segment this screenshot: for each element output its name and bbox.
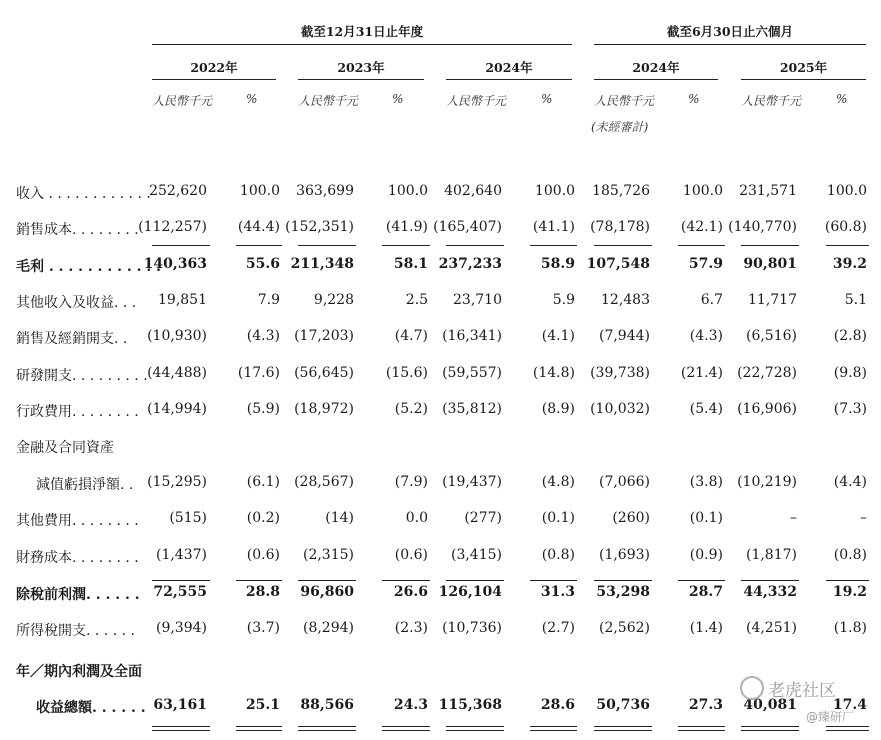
cell-amount: (22,728) xyxy=(737,365,797,381)
cell-percentage: (0.2) xyxy=(246,510,280,526)
cell-amount: 115,368 xyxy=(438,697,502,713)
year-rule xyxy=(152,79,276,80)
subtotal-rule xyxy=(826,580,869,581)
cell-percentage: 28.6 xyxy=(540,697,575,713)
cell-amount: (165,407) xyxy=(433,219,502,235)
cell-percentage: (5.4) xyxy=(689,401,723,417)
subtotal-rule xyxy=(382,245,430,246)
cell-percentage: (6.1) xyxy=(246,474,280,490)
cell-percentage: (41.1) xyxy=(532,219,575,235)
row-label: 銷售及經銷開支. . xyxy=(16,331,128,347)
cell-percentage: 55.6 xyxy=(245,256,280,272)
subtotal-rule xyxy=(446,245,504,246)
cell-percentage: (7.9) xyxy=(394,474,428,490)
cell-amount: (39,738) xyxy=(590,365,650,381)
cell-amount: (515) xyxy=(169,510,207,526)
year-rule xyxy=(298,79,424,80)
cell-percentage: 58.9 xyxy=(540,256,575,272)
row-label: 銷售成本. . . . . . . . xyxy=(16,222,139,238)
subtotal-rule xyxy=(236,580,282,581)
cell-percentage: (5.2) xyxy=(394,401,428,417)
cell-amount: 96,860 xyxy=(300,584,354,600)
cell-amount: (44,488) xyxy=(147,365,207,381)
subtotal-rule xyxy=(236,245,282,246)
cell-amount: 19,851 xyxy=(158,292,207,308)
cell-amount: (3,415) xyxy=(450,547,502,563)
cell-percentage: (1.8) xyxy=(833,620,867,636)
subtotal-rule xyxy=(446,580,504,581)
cell-amount: 23,710 xyxy=(453,292,502,308)
cell-percentage: (0.1) xyxy=(689,510,723,526)
cell-percentage: (4.1) xyxy=(541,328,575,344)
cell-percentage: 25.1 xyxy=(245,697,280,713)
header-group-six-months: 截至6月30日止六個月 xyxy=(666,24,794,39)
unit-label-unaudited: (未經審計) xyxy=(591,120,649,134)
row-label: 除稅前利潤. . . . . . xyxy=(16,587,140,603)
row-label: 財務成本. . . . . . . . xyxy=(16,550,139,566)
cell-percentage: (0.9) xyxy=(689,547,723,563)
subtotal-rule xyxy=(594,580,652,581)
cell-percentage: 19.2 xyxy=(832,584,867,600)
cell-percentage: (9.8) xyxy=(833,365,867,381)
subtotal-rule xyxy=(741,245,799,246)
cell-amount: 44,332 xyxy=(743,584,797,600)
header-group-rule xyxy=(594,44,866,45)
cell-percentage: (4.7) xyxy=(394,328,428,344)
year-header-2022: 2022年 xyxy=(190,60,238,75)
cell-percentage: (4.3) xyxy=(246,328,280,344)
row-label: 毛利 . . . . . . . . . . . . xyxy=(16,259,161,275)
year-header-2024-h1: 2024年 xyxy=(632,60,680,75)
cell-percentage: (4.8) xyxy=(541,474,575,490)
cell-amount: (19,437) xyxy=(442,474,502,490)
unit-label-rmb: 人民幣千元 xyxy=(594,94,655,108)
cell-percentage: 100.0 xyxy=(682,183,723,199)
cell-amount: (112,257) xyxy=(138,219,207,235)
cell-percentage: (60.8) xyxy=(824,219,867,235)
cell-percentage: (8.9) xyxy=(541,401,575,417)
cell-percentage: (2.7) xyxy=(541,620,575,636)
unit-label-pct: % xyxy=(246,92,258,106)
cell-amount: (14) xyxy=(325,510,354,526)
cell-percentage: 5.1 xyxy=(844,292,867,308)
cell-percentage: 57.9 xyxy=(688,256,723,272)
cell-percentage: 58.1 xyxy=(393,256,428,272)
cell-amount: 237,233 xyxy=(438,256,502,272)
row-label: 其他收入及收益. . . xyxy=(16,295,137,311)
cell-percentage: 100.0 xyxy=(387,183,428,199)
cell-percentage: (0.8) xyxy=(833,547,867,563)
watermark-brand xyxy=(740,676,836,701)
cell-amount: (1,817) xyxy=(745,547,797,563)
cell-amount: 363,699 xyxy=(296,183,354,199)
year-rule xyxy=(594,79,718,80)
total-double-rule xyxy=(446,726,504,731)
cell-amount: (35,812) xyxy=(442,401,502,417)
cell-amount: (15,295) xyxy=(147,474,207,490)
cell-percentage: (7.3) xyxy=(833,401,867,417)
cell-percentage: (3.8) xyxy=(689,474,723,490)
cell-percentage: 2.5 xyxy=(405,292,428,308)
subtotal-rule xyxy=(594,245,652,246)
year-header-2024: 2024年 xyxy=(485,60,533,75)
cell-percentage: (0.1) xyxy=(541,510,575,526)
cell-percentage: (1.4) xyxy=(689,620,723,636)
total-double-rule xyxy=(826,726,869,731)
cell-amount: 40,081 xyxy=(743,697,797,713)
total-double-rule xyxy=(741,726,799,731)
cell-percentage: 31.3 xyxy=(540,584,575,600)
cell-amount: 140,363 xyxy=(143,256,207,272)
cell-amount: 185,726 xyxy=(592,183,650,199)
subtotal-rule xyxy=(826,245,869,246)
row-label: 減值虧損淨額. . xyxy=(36,477,134,493)
total-double-rule xyxy=(236,726,282,731)
subtotal-rule xyxy=(152,580,210,581)
cell-amount: (277) xyxy=(464,510,502,526)
cell-amount: 211,348 xyxy=(290,256,354,272)
total-double-rule xyxy=(678,726,725,731)
cell-amount: (18,972) xyxy=(294,401,354,417)
cell-amount: (7,066) xyxy=(598,474,650,490)
cell-amount: 107,548 xyxy=(586,256,650,272)
unit-label-rmb: 人民幣千元 xyxy=(446,94,507,108)
unit-label-rmb: 人民幣千元 xyxy=(152,94,213,108)
total-double-rule xyxy=(152,726,210,731)
cell-percentage: (41.9) xyxy=(385,219,428,235)
cell-percentage: (4.3) xyxy=(689,328,723,344)
cell-percentage: (0.6) xyxy=(246,547,280,563)
total-double-rule xyxy=(298,726,356,731)
cell-amount: 53,298 xyxy=(596,584,650,600)
cell-amount: (6,516) xyxy=(745,328,797,344)
header-group-rule xyxy=(152,44,572,45)
unit-label-pct: % xyxy=(688,92,700,106)
cell-percentage: 17.4 xyxy=(832,697,867,713)
cell-amount: (2,562) xyxy=(598,620,650,636)
cell-amount: (10,032) xyxy=(590,401,650,417)
cell-amount: (10,219) xyxy=(737,474,797,490)
cell-percentage: 28.7 xyxy=(688,584,723,600)
cell-percentage: 27.3 xyxy=(688,697,723,713)
subtotal-rule xyxy=(678,580,725,581)
total-double-rule xyxy=(382,726,430,731)
cell-amount: (10,736) xyxy=(442,620,502,636)
cell-percentage: (0.8) xyxy=(541,547,575,563)
row-label: 收益總額. . . . . . xyxy=(36,700,146,716)
cell-amount: (260) xyxy=(612,510,650,526)
cell-amount: 12,483 xyxy=(601,292,650,308)
subtotal-rule xyxy=(530,245,577,246)
subtotal-rule xyxy=(678,245,725,246)
cell-percentage: 100.0 xyxy=(826,183,867,199)
cell-amount: 90,801 xyxy=(743,256,797,272)
row-label: 金融及合同資產 xyxy=(16,440,114,456)
unit-label-pct: % xyxy=(541,92,553,106)
cell-percentage: 100.0 xyxy=(534,183,575,199)
unit-label-rmb: 人民幣千元 xyxy=(298,94,359,108)
cell-amount: – xyxy=(790,510,797,526)
cell-amount: 88,566 xyxy=(300,697,354,713)
unit-label-pct: % xyxy=(836,92,848,106)
cell-amount: 63,161 xyxy=(153,697,207,713)
subtotal-rule xyxy=(298,245,356,246)
cell-percentage: (42.1) xyxy=(680,219,723,235)
row-label: 行政費用. . . . . . . . xyxy=(16,404,139,420)
year-rule xyxy=(446,79,572,80)
cell-amount: (14,994) xyxy=(147,401,207,417)
cell-amount: (7,944) xyxy=(598,328,650,344)
subtotal-rule xyxy=(382,580,430,581)
cell-percentage: 39.2 xyxy=(832,256,867,272)
cell-amount: 11,717 xyxy=(748,292,797,308)
cell-percentage: (4.4) xyxy=(833,474,867,490)
year-rule xyxy=(741,79,866,80)
cell-amount: (10,930) xyxy=(147,328,207,344)
cell-percentage: (2.3) xyxy=(394,620,428,636)
cell-percentage: (0.6) xyxy=(394,547,428,563)
year-header-2025-h1: 2025年 xyxy=(779,60,828,75)
cell-amount: 9,228 xyxy=(313,292,354,308)
cell-percentage: (3.7) xyxy=(246,620,280,636)
cell-percentage: 5.9 xyxy=(552,292,575,308)
cell-percentage: 7.9 xyxy=(257,292,280,308)
cell-amount: (16,341) xyxy=(442,328,502,344)
tiger-logo-icon xyxy=(740,676,764,700)
cell-amount: (56,645) xyxy=(294,365,354,381)
cell-amount: (28,567) xyxy=(294,474,354,490)
row-label: 年／期內利潤及全面 xyxy=(16,664,142,680)
cell-percentage: (21.4) xyxy=(680,365,723,381)
unit-label-pct: % xyxy=(392,92,404,106)
cell-percentage: 0.0 xyxy=(405,510,428,526)
cell-amount: 126,104 xyxy=(438,584,502,600)
unit-label-rmb: 人民幣千元 xyxy=(741,94,802,108)
subtotal-rule xyxy=(741,580,799,581)
cell-percentage: 28.8 xyxy=(245,584,280,600)
cell-percentage: (14.8) xyxy=(532,365,575,381)
cell-percentage: (44.4) xyxy=(237,219,280,235)
row-label: 研發開支. . . . . . . . . xyxy=(16,368,148,384)
total-double-rule xyxy=(530,726,577,731)
cell-percentage: 6.7 xyxy=(700,292,723,308)
row-label: 收入 . . . . . . . . . . . . xyxy=(16,186,151,202)
watermark-brand-text: 老虎社区 xyxy=(768,681,836,701)
cell-amount: (9,394) xyxy=(155,620,207,636)
watermark-handle: @臻研厂 xyxy=(806,710,855,724)
subtotal-rule xyxy=(298,580,356,581)
cell-amount: (59,557) xyxy=(442,365,502,381)
total-double-rule xyxy=(594,726,652,731)
row-label: 所得稅開支. . . . . . xyxy=(16,623,135,639)
row-label: 其他費用. . . . . . . . xyxy=(16,513,139,529)
cell-percentage: (17.6) xyxy=(237,365,280,381)
cell-amount: (17,203) xyxy=(294,328,354,344)
cell-amount: (1,693) xyxy=(598,547,650,563)
header-group-year-ended: 截至12月31日止年度 xyxy=(300,24,424,39)
cell-amount: (152,351) xyxy=(285,219,354,235)
subtotal-rule xyxy=(152,245,210,246)
cell-percentage: – xyxy=(860,510,867,526)
cell-amount: 50,736 xyxy=(596,697,650,713)
cell-amount: 402,640 xyxy=(444,183,502,199)
cell-percentage: 24.3 xyxy=(393,697,428,713)
cell-amount: 231,571 xyxy=(739,183,797,199)
cell-amount: (78,178) xyxy=(590,219,650,235)
cell-percentage: (15.6) xyxy=(385,365,428,381)
year-header-2023: 2023年 xyxy=(337,60,385,75)
cell-amount: (4,251) xyxy=(745,620,797,636)
cell-amount: (16,906) xyxy=(737,401,797,417)
cell-amount: 72,555 xyxy=(153,584,207,600)
cell-amount: (140,770) xyxy=(728,219,797,235)
cell-percentage: (2.8) xyxy=(833,328,867,344)
cell-percentage: 100.0 xyxy=(239,183,280,199)
cell-amount: (1,437) xyxy=(155,547,207,563)
cell-amount: (8,294) xyxy=(302,620,354,636)
subtotal-rule xyxy=(530,580,577,581)
cell-percentage: 26.6 xyxy=(393,584,428,600)
cell-amount: (2,315) xyxy=(302,547,354,563)
cell-amount: 252,620 xyxy=(149,183,207,199)
cell-percentage: (5.9) xyxy=(246,401,280,417)
